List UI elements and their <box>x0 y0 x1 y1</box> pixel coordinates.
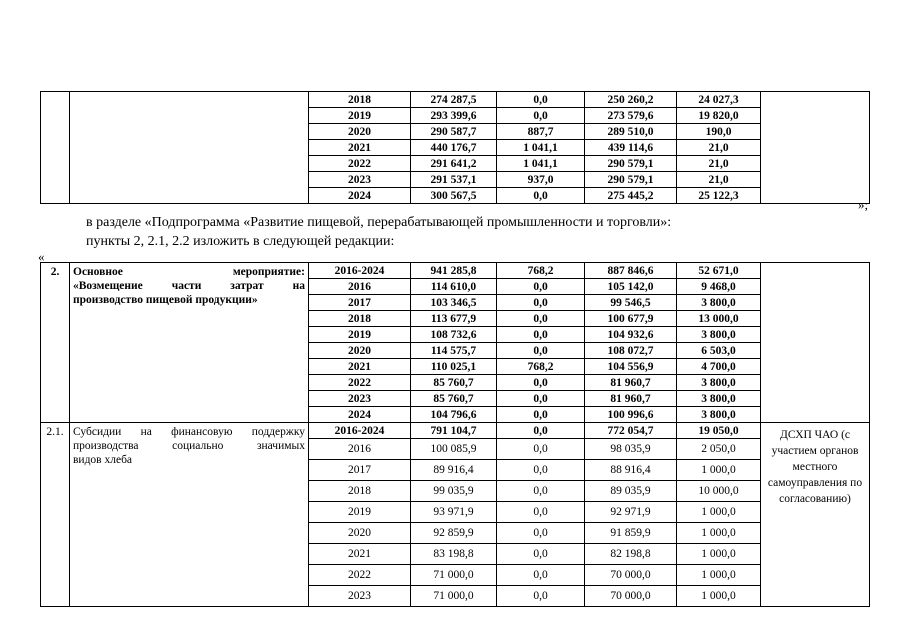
item-title <box>70 263 309 423</box>
total-cell: 85 760,7 <box>411 375 497 391</box>
total-cell: 93 971,9 <box>411 502 497 523</box>
value-cell: 3 800,0 <box>677 375 761 391</box>
value-cell: 190,0 <box>677 124 761 140</box>
value-cell: 275 445,2 <box>585 188 677 204</box>
executor-cell: ДСХП ЧАО (с участием органов местного самоуправления по согласованию) <box>761 423 870 607</box>
value-cell: 3 800,0 <box>677 391 761 407</box>
year-cell: 2024 <box>309 407 411 423</box>
year-cell: 2020 <box>309 124 411 140</box>
year-cell: 2019 <box>309 502 411 523</box>
value-cell: 81 960,7 <box>585 375 677 391</box>
value-cell: 0,0 <box>497 586 585 607</box>
opening-quote-mark: « <box>38 249 45 264</box>
year-cell: 2021 <box>309 544 411 565</box>
value-cell: 1 000,0 <box>677 586 761 607</box>
value-cell: 0,0 <box>497 311 585 327</box>
total-cell: 941 285,8 <box>411 263 497 279</box>
value-cell: 108 072,7 <box>585 343 677 359</box>
subprogram-table-body <box>41 263 870 607</box>
table-row <box>41 263 870 279</box>
total-cell: 99 035,9 <box>411 481 497 502</box>
value-cell: 887,7 <box>497 124 585 140</box>
year-cell: 2023 <box>309 172 411 188</box>
value-cell: 2 050,0 <box>677 439 761 460</box>
total-cell: 114 575,7 <box>411 343 497 359</box>
value-cell: 13 000,0 <box>677 311 761 327</box>
value-cell: 0,0 <box>497 108 585 124</box>
value-cell: 21,0 <box>677 172 761 188</box>
value-cell: 768,2 <box>497 359 585 375</box>
value-cell: 0,0 <box>497 460 585 481</box>
year-cell: 2020 <box>309 523 411 544</box>
value-cell: 0,0 <box>497 502 585 523</box>
value-cell: 104 932,6 <box>585 327 677 343</box>
value-cell: 4 700,0 <box>677 359 761 375</box>
value-cell: 0,0 <box>497 327 585 343</box>
value-cell: 937,0 <box>497 172 585 188</box>
total-cell: 113 677,9 <box>411 311 497 327</box>
value-cell: 0,0 <box>497 439 585 460</box>
year-cell: 2018 <box>309 311 411 327</box>
value-cell: 98 035,9 <box>585 439 677 460</box>
executor-cell <box>761 263 870 423</box>
value-cell: 1 041,1 <box>497 156 585 172</box>
total-cell: 114 610,0 <box>411 279 497 295</box>
value-cell: 3 800,0 <box>677 295 761 311</box>
year-cell: 2024 <box>309 188 411 204</box>
year-cell: 2016 <box>309 279 411 295</box>
amendment-paragraph-line-2: пункты 2, 2.1, 2.2 изложить в следующей редакции: <box>86 234 395 249</box>
total-cell: 103 346,5 <box>411 295 497 311</box>
year-cell: 2023 <box>309 391 411 407</box>
value-cell: 0,0 <box>497 423 585 439</box>
value-cell: 25 122,3 <box>677 188 761 204</box>
closing-quote-mark: »; <box>858 197 869 212</box>
title-cell <box>70 92 309 204</box>
year-cell: 2021 <box>309 140 411 156</box>
value-cell: 0,0 <box>497 391 585 407</box>
total-cell: 274 287,5 <box>411 92 497 108</box>
continuation-table <box>40 91 870 204</box>
value-cell: 3 800,0 <box>677 407 761 423</box>
value-cell: 3 800,0 <box>677 327 761 343</box>
year-cell: 2017 <box>309 460 411 481</box>
value-cell: 100 677,9 <box>585 311 677 327</box>
total-cell: 791 104,7 <box>411 423 497 439</box>
value-cell: 1 000,0 <box>677 502 761 523</box>
value-cell: 250 260,2 <box>585 92 677 108</box>
total-cell: 100 085,9 <box>411 439 497 460</box>
value-cell: 1 041,1 <box>497 140 585 156</box>
year-cell: 2016 <box>309 439 411 460</box>
value-cell: 81 960,7 <box>585 391 677 407</box>
total-cell: 440 176,7 <box>411 140 497 156</box>
item-title-line: видов хлеба <box>73 454 133 466</box>
value-cell: 439 114,6 <box>585 140 677 156</box>
value-cell: 1 000,0 <box>677 544 761 565</box>
value-cell: 1 000,0 <box>677 523 761 544</box>
item-title-line: «Возмещение части затрат на <box>73 280 305 292</box>
value-cell: 70 000,0 <box>585 586 677 607</box>
value-cell: 6 503,0 <box>677 343 761 359</box>
item-title-line <box>73 265 305 279</box>
total-cell: 89 916,4 <box>411 460 497 481</box>
item-number: 2.1. <box>41 423 70 607</box>
item-title-line: Субсидии на финансовую поддержку <box>73 426 305 438</box>
total-cell: 108 732,6 <box>411 327 497 343</box>
year-cell: 2022 <box>309 156 411 172</box>
item-title-word: Основное <box>73 266 123 278</box>
total-cell: 110 025,1 <box>411 359 497 375</box>
total-cell: 92 859,9 <box>411 523 497 544</box>
total-cell: 71 000,0 <box>411 565 497 586</box>
value-cell: 99 546,5 <box>585 295 677 311</box>
value-cell: 290 579,1 <box>585 156 677 172</box>
total-cell: 293 399,6 <box>411 108 497 124</box>
value-cell: 70 000,0 <box>585 565 677 586</box>
year-cell: 2019 <box>309 327 411 343</box>
year-cell: 2018 <box>309 481 411 502</box>
value-cell: 9 468,0 <box>677 279 761 295</box>
table-row <box>41 92 870 108</box>
year-cell: 2023 <box>309 586 411 607</box>
year-cell: 2016-2024 <box>309 423 411 439</box>
number-cell <box>41 92 70 204</box>
value-cell: 0,0 <box>497 343 585 359</box>
value-cell: 772 054,7 <box>585 423 677 439</box>
value-cell: 0,0 <box>497 279 585 295</box>
year-cell: 2022 <box>309 375 411 391</box>
value-cell: 10 000,0 <box>677 481 761 502</box>
value-cell: 88 916,4 <box>585 460 677 481</box>
total-cell: 291 641,2 <box>411 156 497 172</box>
value-cell: 0,0 <box>497 565 585 586</box>
value-cell: 21,0 <box>677 156 761 172</box>
year-cell: 2020 <box>309 343 411 359</box>
total-cell: 71 000,0 <box>411 586 497 607</box>
total-cell: 300 567,5 <box>411 188 497 204</box>
value-cell: 1 000,0 <box>677 565 761 586</box>
item-title-line: производства социально значимых <box>73 440 305 452</box>
value-cell: 289 510,0 <box>585 124 677 140</box>
value-cell: 0,0 <box>497 523 585 544</box>
continuation-table-body <box>41 92 870 204</box>
year-cell: 2018 <box>309 92 411 108</box>
item-number: 2. <box>41 263 70 423</box>
value-cell: 768,2 <box>497 263 585 279</box>
value-cell: 104 556,9 <box>585 359 677 375</box>
value-cell: 0,0 <box>497 188 585 204</box>
value-cell: 19 820,0 <box>677 108 761 124</box>
value-cell: 24 027,3 <box>677 92 761 108</box>
value-cell: 92 971,9 <box>585 502 677 523</box>
item-title <box>70 423 309 607</box>
total-cell: 83 198,8 <box>411 544 497 565</box>
value-cell: 91 859,9 <box>585 523 677 544</box>
value-cell: 887 846,6 <box>585 263 677 279</box>
value-cell: 273 579,6 <box>585 108 677 124</box>
value-cell: 19 050,0 <box>677 423 761 439</box>
total-cell: 290 587,7 <box>411 124 497 140</box>
year-cell: 2019 <box>309 108 411 124</box>
value-cell: 82 198,8 <box>585 544 677 565</box>
subprogram-table <box>40 262 870 607</box>
value-cell: 0,0 <box>497 295 585 311</box>
value-cell: 1 000,0 <box>677 460 761 481</box>
year-cell: 2016-2024 <box>309 263 411 279</box>
value-cell: 89 035,9 <box>585 481 677 502</box>
value-cell: 0,0 <box>497 92 585 108</box>
value-cell: 290 579,1 <box>585 172 677 188</box>
table-row <box>41 423 870 439</box>
value-cell: 0,0 <box>497 407 585 423</box>
value-cell: 21,0 <box>677 140 761 156</box>
year-cell: 2021 <box>309 359 411 375</box>
value-cell: 52 671,0 <box>677 263 761 279</box>
total-cell: 291 537,1 <box>411 172 497 188</box>
total-cell: 85 760,7 <box>411 391 497 407</box>
item-title-word: мероприятие: <box>232 266 305 278</box>
value-cell: 0,0 <box>497 481 585 502</box>
amendment-paragraph-line-1: в разделе «Подпрограмма «Развитие пищевой, перерабатывающей промышленности и торговли»: <box>86 215 672 230</box>
value-cell: 100 996,6 <box>585 407 677 423</box>
total-cell: 104 796,6 <box>411 407 497 423</box>
executor-cell <box>761 92 870 204</box>
year-cell: 2022 <box>309 565 411 586</box>
value-cell: 0,0 <box>497 544 585 565</box>
value-cell: 105 142,0 <box>585 279 677 295</box>
value-cell: 0,0 <box>497 375 585 391</box>
item-title-line: производство пищевой продукции» <box>73 294 258 306</box>
year-cell: 2017 <box>309 295 411 311</box>
